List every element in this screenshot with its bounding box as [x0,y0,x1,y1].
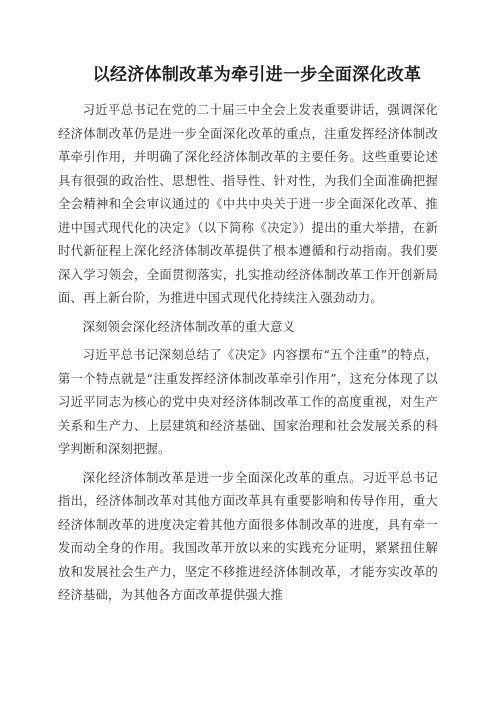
document-body [58,99,438,613]
document-title: 以经济体制改革为牵引进一步全面深化改革 [92,65,422,85]
paragraph-intro: 习近平总书记在党的二十届三中全会上发表重要讲话，强调深化经济体制改革仍是进一步全面深化改革的重点，注重发挥经济体制改革牵引作用，并明确了深化经济体制改革的主要任务。这些重要论述具有很强的政治性、思想性、指导性、针对性，为我们全面准确把握全会精神和全会审议通过的《中共中央关于进一步全面深化改革、推进中国式现代化的决定》（以下简称《决定》）提出的重大举措，在新时代新征程上深化经济体制改革提供了根本遵循和行动指南。我们要深入学习领会，全面贯彻落实，扎实推动经济体制改革工作开创新局面、再上新台阶，为推进中国式现代化持续注入强劲动力。 [58,103,438,305]
paragraph-key-focus: 深化经济体制改革是进一步全面深化改革的重点。习近平总书记指出，经济体制改革对其他方面改革具有重要影响和传导作用，重大经济体制改革的进度决定着其他方面很多体制改革的进度，具有牵一发而动全身的作用。我国改革开放以来的实践充分证明，紧紧扭住解放和发展社会生产力，坚定不移推进经济体制改革，才能夯实改革的经济基础，为其他各方面改革提供强大推 [58,470,438,602]
paragraph-significance: 习近平总书记深刻总结了《决定》内容摆布“五个注重”的特点，第一个特点就是“注重发挥经济体制改革牵引作用”，这充分体现了以习近平同志为核心的党中央对经济体制改革工作的高度重视，对生产关系和生产力、上层建筑和经济基础、国家治理和社会发展关系的科学判断和深刻把握。 [58,348,438,456]
section-heading: 深刻领会深化经济体制改革的重大意义 [82,319,296,334]
